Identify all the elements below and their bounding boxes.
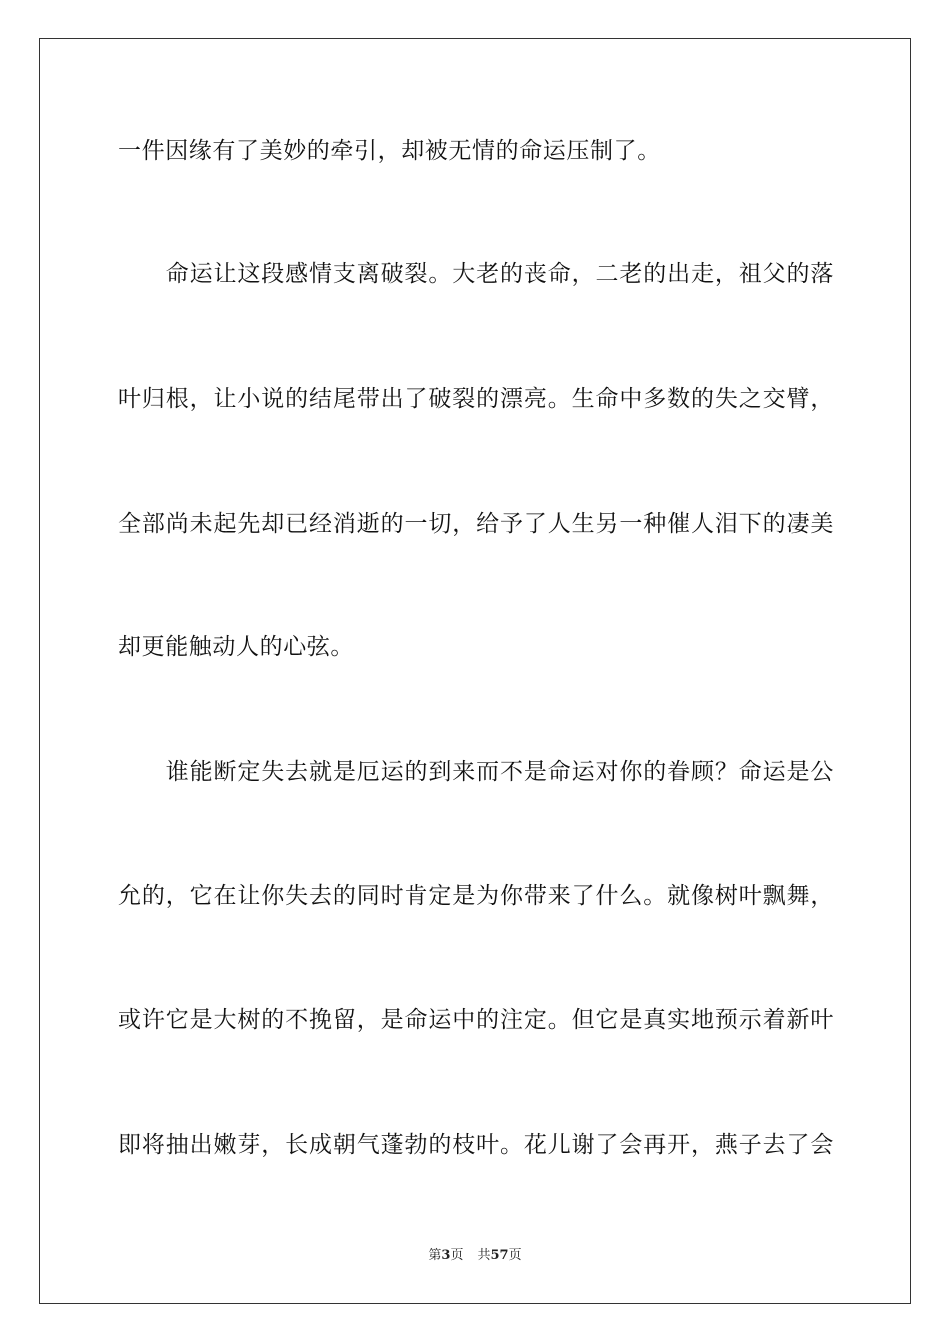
text-line-8: 或许它是大树的不挽留，是命运中的注定。但它是真实地预示着新叶: [118, 1007, 834, 1033]
text-line-4: 全部尚未起先却已经消逝的一切，给予了人生另一种催人泪下的凄美: [118, 511, 834, 537]
text-line-5: 却更能触动人的心弦。: [118, 634, 354, 660]
page-number: 3: [441, 1248, 451, 1263]
text-line-6: 谁能断定失去就是厄运的到来而不是命运对你的眷顾？命运是公: [118, 759, 834, 785]
total-prefix: 共: [477, 1248, 491, 1263]
page-border: [39, 38, 911, 1304]
text-line-9: 即将抽出嫩芽，长成朝气蓬勃的枝叶。花儿谢了会再开，燕子去了会: [118, 1132, 834, 1158]
page-footer: [0, 1247, 950, 1265]
total-suffix: 页: [508, 1248, 522, 1263]
page-suffix: 页: [450, 1248, 464, 1263]
text-line-1: 一件因缘有了美妙的牵引，却被无情的命运压制了。: [118, 138, 661, 164]
text-line-3: 叶归根，让小说的结尾带出了破裂的漂亮。生命中多数的失之交臂，: [118, 386, 834, 412]
page-prefix: 第: [428, 1248, 442, 1263]
text-line-7: 允的，它在让你失去的同时肯定是为你带来了什么。就像树叶飘舞，: [118, 883, 834, 909]
total-pages: 57: [490, 1248, 509, 1263]
text-line-2: 命运让这段感情支离破裂。大老的丧命，二老的出走，祖父的落: [118, 261, 834, 287]
